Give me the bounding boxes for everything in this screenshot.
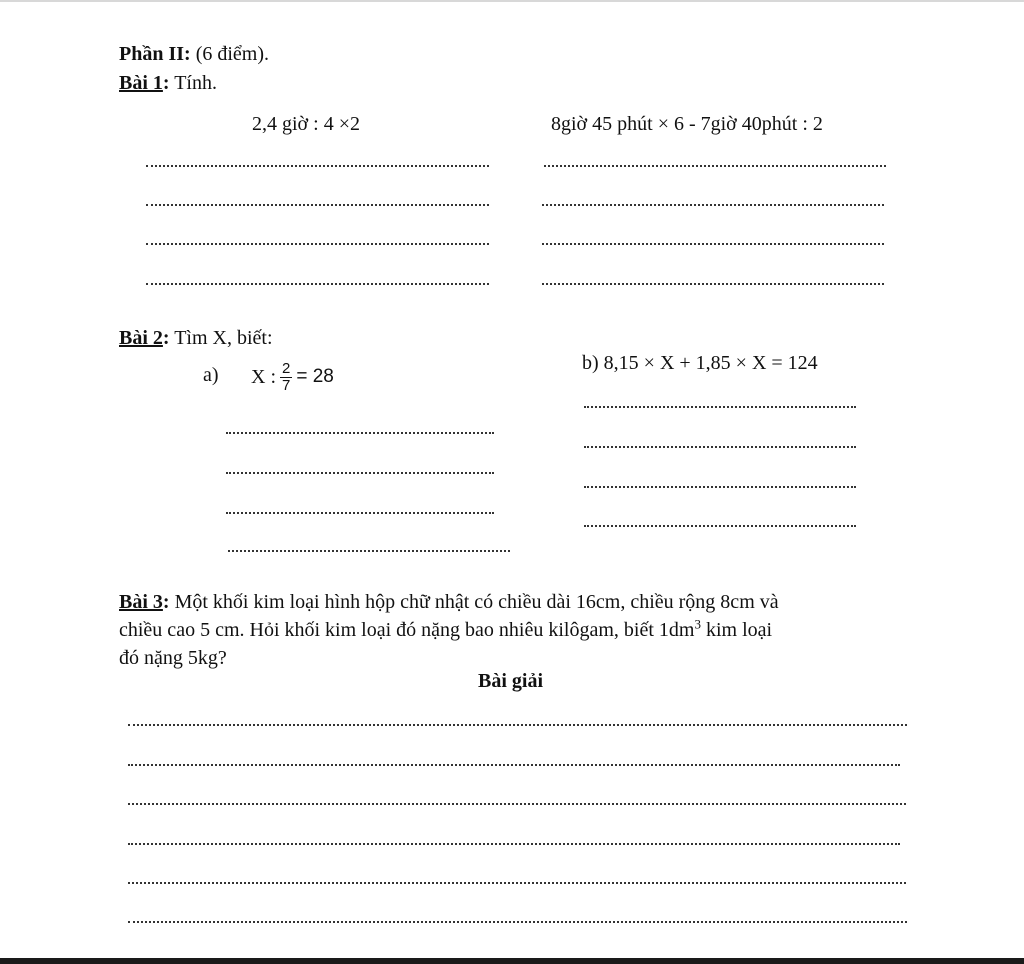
bai2-a-answer-line[interactable]	[226, 472, 494, 474]
page-bottom-edge	[0, 958, 1024, 964]
part-points: (6 điểm).	[190, 43, 270, 65]
bai2-b-answer-line[interactable]	[584, 486, 856, 488]
bai2-part-a-equation	[251, 355, 334, 399]
fraction-numerator: 2	[282, 359, 291, 377]
solution-answer-line[interactable]	[128, 921, 907, 923]
solution-answer-line[interactable]	[128, 764, 900, 766]
bai2-b-answer-line[interactable]	[584, 446, 856, 448]
bai1-answer-line-left[interactable]	[146, 165, 489, 167]
part-heading	[119, 42, 269, 66]
solution-answer-line[interactable]	[128, 724, 907, 726]
bai3-label: Bài 3	[119, 591, 163, 613]
bai2-a-answer-line[interactable]	[226, 512, 494, 514]
solution-answer-line[interactable]	[128, 803, 906, 805]
bai1-answer-line-left[interactable]	[146, 243, 489, 245]
bai3-colon: :	[162, 591, 170, 613]
bai1-heading	[119, 71, 217, 95]
bai2-part-b-equation: b) 8,15 × X + 1,85 × X = 124	[582, 352, 818, 374]
bai1-expression-left: 2,4 giờ : 4 ×2	[252, 113, 360, 135]
bai3-text-2b: kim loại	[700, 619, 773, 641]
bai1-answer-line-left[interactable]	[146, 204, 489, 206]
bai2-a-fraction	[280, 361, 292, 394]
bai2-part-a-label: a)	[203, 364, 219, 386]
bai1-expression-right: 8giờ 45 phút × 6 - 7giờ 40phút : 2	[551, 113, 823, 135]
bai1-instruction: Tính.	[169, 72, 217, 94]
page-top-edge	[0, 0, 1024, 2]
bai1-colon: :	[162, 72, 170, 94]
fraction-denominator: 7	[282, 376, 291, 394]
bai1-answer-line-right[interactable]	[542, 204, 884, 206]
bai1-answer-line-right[interactable]	[542, 283, 884, 285]
bai3-line-2	[119, 618, 772, 642]
bai1-answer-line-right[interactable]	[544, 165, 886, 167]
bai3-line-3: đó nặng 5kg?	[119, 647, 227, 669]
bai2-a-expr-pre: X :	[251, 366, 276, 388]
bai3-line-1	[119, 590, 779, 614]
bai2-a-answer-line[interactable]	[226, 432, 494, 434]
bai1-answer-line-right[interactable]	[542, 243, 884, 245]
solution-answer-line[interactable]	[128, 843, 900, 845]
bai3-superscript: 3	[694, 616, 701, 632]
bai2-a-answer-line[interactable]	[228, 550, 510, 552]
part-title: Phần II:	[119, 43, 191, 65]
bai1-label: Bài 1	[119, 72, 163, 94]
bai2-colon: :	[162, 327, 170, 349]
bai2-instruction: Tìm X, biết:	[169, 327, 273, 349]
solution-answer-line[interactable]	[128, 882, 906, 884]
bai1-answer-line-left[interactable]	[146, 283, 489, 285]
bai3-text-1: Một khối kim loại hình hộp chữ nhật có chiều dài 16cm, chiều rộng 8cm và	[169, 591, 779, 613]
solution-heading: Bài giải	[478, 670, 544, 692]
bai2-b-answer-line[interactable]	[584, 525, 856, 527]
bai2-b-answer-line[interactable]	[584, 406, 856, 408]
bai3-text-2: chiều cao 5 cm. Hỏi khối kim loại đó nặng bao nhiêu kilôgam, biết 1dm	[119, 619, 695, 641]
bai2-heading	[119, 326, 273, 350]
bai2-a-expr-post: = 28	[296, 366, 334, 387]
bai2-label: Bài 2	[119, 327, 163, 349]
